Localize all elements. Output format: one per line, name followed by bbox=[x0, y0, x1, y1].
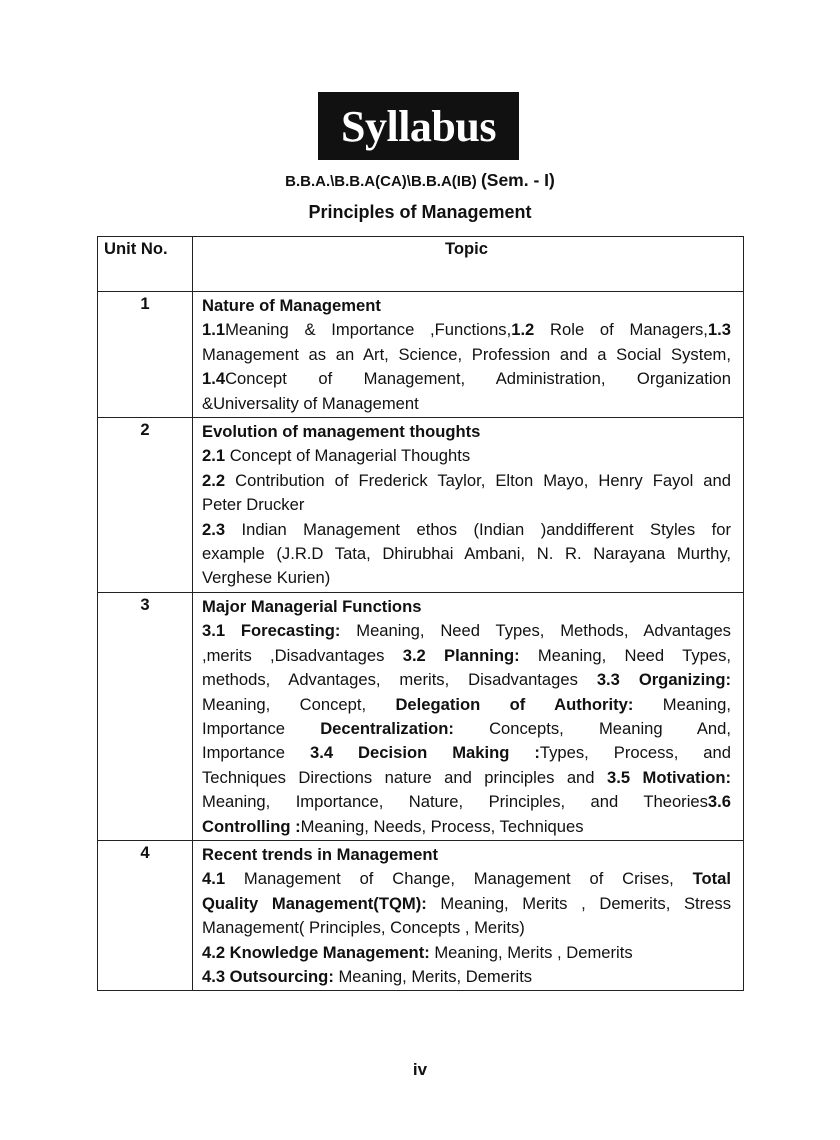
topic-line bbox=[202, 469, 731, 493]
topic-text: Management of Change, Management of Crises, bbox=[225, 869, 693, 889]
unit-heading: Nature of Management bbox=[202, 296, 381, 315]
programme: B.B.A.\B.B.A(CA)\B.B.A(IB) bbox=[285, 173, 477, 190]
topic-text: Concept of Managerial Thoughts bbox=[225, 446, 471, 466]
topic-bold-text: 1.1 bbox=[202, 320, 226, 340]
topic-bold-text: 2.1 bbox=[202, 446, 226, 466]
topic-text: Contribution of Frederick Taylor, Elton Mayo, Henry Fayol and bbox=[225, 470, 731, 490]
header-topic: Topic bbox=[193, 237, 744, 292]
topic-line bbox=[202, 392, 731, 416]
topic-bold-text: 4.3 Outsourcing: bbox=[202, 966, 334, 986]
syllabus-title-banner bbox=[318, 92, 519, 160]
header-unit-no: Unit No. bbox=[98, 237, 193, 292]
topic-bold-text: 4.1 bbox=[202, 869, 226, 889]
topic-line bbox=[202, 941, 731, 965]
topic-line bbox=[202, 318, 731, 342]
topic-line bbox=[202, 644, 731, 668]
topic-text: Verghese Kurien) bbox=[202, 568, 331, 588]
topic-cell bbox=[193, 592, 744, 840]
topic-text: Management( Principles, Concepts , Merits) bbox=[202, 918, 525, 938]
topic-line bbox=[202, 892, 731, 916]
topic-line bbox=[202, 619, 731, 643]
topic-text: ,merits ,Disadvantages bbox=[202, 645, 403, 665]
unit-heading: Major Managerial Functions bbox=[202, 596, 422, 616]
table-row bbox=[98, 840, 744, 990]
page-number: iv bbox=[412, 1060, 428, 1079]
topic-text: Meaning, Needs, Process, Techniques bbox=[300, 816, 584, 836]
topic-cell bbox=[193, 840, 744, 990]
table-row bbox=[98, 292, 744, 418]
subject-title: Principles of Management bbox=[308, 202, 532, 222]
unit-heading: Recent trends in Management bbox=[202, 844, 439, 864]
topic-bold-text: Quality Management(TQM): bbox=[202, 893, 427, 913]
topic-bold-text: Total bbox=[692, 869, 731, 889]
topic-line bbox=[202, 493, 731, 517]
page-title: Syllabus bbox=[341, 101, 496, 151]
topic-bold-text: Controlling : bbox=[202, 816, 301, 836]
semester: (Sem. - I) bbox=[480, 170, 555, 190]
topic-bold-text: 3.3 Organizing: bbox=[596, 670, 731, 690]
topic-text: Meaning, Merits, Demerits bbox=[333, 966, 533, 986]
topic-text: &Universality of Management bbox=[202, 393, 419, 413]
topic-bold-text: 1.4 bbox=[202, 369, 226, 389]
topic-bold-text: 3.6 bbox=[707, 792, 731, 812]
topic-text: Role of Managers, bbox=[534, 320, 708, 340]
topic-line bbox=[202, 965, 731, 989]
topic-text: Techniques Directions nature and principles and bbox=[202, 767, 607, 787]
topic-line bbox=[202, 542, 731, 566]
topic-line bbox=[202, 518, 731, 542]
topic-line bbox=[202, 343, 731, 367]
topic-bold-text: 3.2 Planning: bbox=[402, 645, 520, 665]
topic-text: Types, Process, and bbox=[539, 743, 731, 763]
topic-bold-text: 3.1 Forecasting: bbox=[202, 621, 341, 641]
topic-text: Importance bbox=[202, 743, 310, 763]
table-row bbox=[98, 418, 744, 593]
topic-bold-text: Delegation of Authority: bbox=[395, 694, 634, 714]
topic-bold-text: 3.5 Motivation: bbox=[606, 767, 731, 787]
topic-text: Concepts, Meaning And, bbox=[453, 718, 731, 738]
topic-line bbox=[202, 867, 731, 891]
table-row bbox=[98, 592, 744, 840]
topic-cell bbox=[193, 418, 744, 593]
unit-heading: Evolution of management thoughts bbox=[202, 422, 481, 442]
topic-bold-text: 1.2 bbox=[511, 320, 535, 340]
topic-line bbox=[202, 815, 731, 839]
table-body bbox=[98, 292, 744, 991]
topic-text: example (J.R.D Tata, Dhirubhai Ambani, N. R. Narayana Murthy, bbox=[202, 544, 731, 564]
topic-text: Meaning, Need Types, bbox=[519, 645, 731, 665]
topic-text: Meaning, Merits , Demerits bbox=[429, 942, 633, 962]
unit-number: 4 bbox=[98, 840, 193, 990]
topic-text: Meaning, Importance, Nature, Principles, and Theories bbox=[202, 792, 708, 812]
topic-line bbox=[202, 790, 731, 814]
unit-number: 2 bbox=[98, 418, 193, 593]
topic-line bbox=[202, 693, 731, 717]
topic-text: Meaning, Need Types, Methods, Advantages bbox=[340, 621, 731, 641]
topic-text: Meaning & Importance ,Functions, bbox=[225, 320, 512, 340]
programme-line bbox=[0, 170, 840, 191]
topic-text: Meaning, bbox=[633, 694, 732, 714]
topic-bold-text: Decentralization: bbox=[320, 718, 454, 738]
topic-text: Peter Drucker bbox=[202, 495, 305, 515]
syllabus-table bbox=[97, 236, 744, 991]
topic-line bbox=[202, 766, 731, 790]
topic-bold-text: 4.2 Knowledge Management: bbox=[202, 942, 430, 962]
unit-number: 1 bbox=[98, 292, 193, 418]
topic-bold-text: 1.3 bbox=[707, 320, 731, 340]
topic-line bbox=[202, 916, 731, 940]
topic-line bbox=[202, 668, 731, 692]
topic-line bbox=[202, 444, 731, 468]
topic-text: Importance bbox=[202, 718, 321, 738]
topic-text: Management as an Art, Science, Profession and a Social System, bbox=[202, 344, 731, 364]
table-header-row bbox=[98, 237, 744, 292]
topic-text: Meaning, Concept, bbox=[202, 694, 396, 714]
unit-number: 3 bbox=[98, 592, 193, 840]
topic-bold-text: 3.4 Decision Making : bbox=[310, 743, 540, 763]
topic-line bbox=[202, 717, 731, 741]
topic-line bbox=[202, 741, 731, 765]
topic-text: Meaning, Merits , Demerits, Stress bbox=[426, 893, 731, 913]
topic-text: Concept of Management, Administration, Organization bbox=[225, 369, 731, 389]
topic-bold-text: 2.2 bbox=[202, 470, 226, 490]
topic-text: methods, Advantages, merits, Disadvantages bbox=[202, 670, 597, 690]
topic-text: Indian Management ethos (Indian )anddifferent Styles for bbox=[225, 519, 731, 539]
topic-line bbox=[202, 367, 731, 391]
topic-cell bbox=[193, 292, 744, 418]
topic-bold-text: 2.3 bbox=[202, 519, 226, 539]
topic-line bbox=[202, 566, 731, 590]
